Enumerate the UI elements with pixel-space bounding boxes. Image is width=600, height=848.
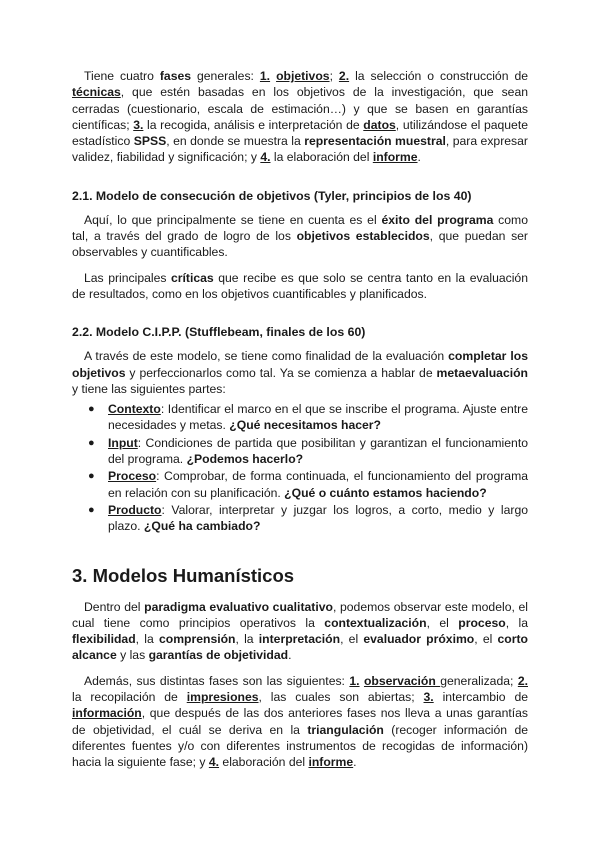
bullet-icon: ● <box>88 503 95 516</box>
document-page <box>72 68 528 771</box>
bullet-icon: ● <box>88 403 95 416</box>
bullet-icon: ● <box>88 470 95 483</box>
section-2-2-heading: 2.2. Modelo C.I.P.P. (Stufflebeam, finales de los 60) <box>72 325 366 340</box>
humanistic-paragraph-1: Dentro del paradigma evaluativo cualitativo, podemos observar este modelo, el cual tiene como principios operativos la contextualización, el proceso, la flexibilidad, la comprensión, la interpretación, el evaluador próximo, el corto alcance y las garantías de objetividad. <box>72 599 528 663</box>
list-item: ● Proceso: Comprobar, de forma continuada, el funcionamiento del programa en relación con su planificación. ¿Qué o cuánto estamos haciendo? <box>88 469 528 500</box>
phases-paragraph: Tiene cuatro fases generales: 1. objetivos; 2. la selección o construcción de técnicas, que estén basadas en los objetivos de la investigación, que sean cerradas (cuestionario, escala de estimación…) y que se basen en garantías científicas; 3. la recogida, análisis e interpretación de datos, utilizándose el paquete estadístico SPSS, en donde se muestra la representación muestral, para expresar validez, fiabilidad y significación; y 4. la elaboración del informe. <box>72 69 529 165</box>
section-3-heading: 3. Modelos Humanísticos <box>72 564 295 586</box>
list-item: ● Input: Condiciones de partida que posibilitan y garantizan el funcionamiento del programa. ¿Podemos hacerlo? <box>88 435 528 467</box>
tyler-paragraph-1: Aquí, lo que principalmente se tiene en cuenta es el éxito del programa como tal, a través del grado de logro de los objetivos establecidos, que puedan ser observables y cuantificables. <box>72 212 528 260</box>
list-item: ● Producto: Valorar, interpretar y juzgar los logros, a corto, medio y largo plazo. ¿Qué ha cambiado? <box>88 502 528 534</box>
cipp-paragraph: A través de este modelo, se tiene como finalidad de la evaluación completar los objetivos y perfeccionarlos como tal. Ya se comienza a hablar de metaevaluación y tiene las siguientes partes: <box>72 349 528 396</box>
section-2-1-heading: 2.1. Modelo de consecución de objetivos (Tyler, principios de los 40) <box>72 188 472 203</box>
list-item: ● Contexto: Identificar el marco en el que se inscribe el programa. Ajuste entre necesidades y metas. ¿Qué necesitamos hacer? <box>88 402 528 433</box>
humanistic-paragraph-2: Además, sus distintas fases son las siguientes: 1. observación generalizada; 2. la recopilación de impresiones, las cuales son abiertas; 3. intercambio de información, que después de las dos anteriores fases nos lleva a unas garantías de objetividad, el cuál se deriva en la triangulación (recoger información de diferentes fuentes y/o con diferentes instrumentos de recogidas de información) hacia la siguiente fase; y 4. elaboración del informe. <box>72 673 528 770</box>
tyler-paragraph-2: Las principales críticas que recibe es que solo se centra tanto en la evaluación de resultados, como en los objetivos cuantificables y planificados. <box>72 270 528 301</box>
bullet-icon: ● <box>88 436 95 449</box>
cipp-parts-list <box>72 401 528 534</box>
